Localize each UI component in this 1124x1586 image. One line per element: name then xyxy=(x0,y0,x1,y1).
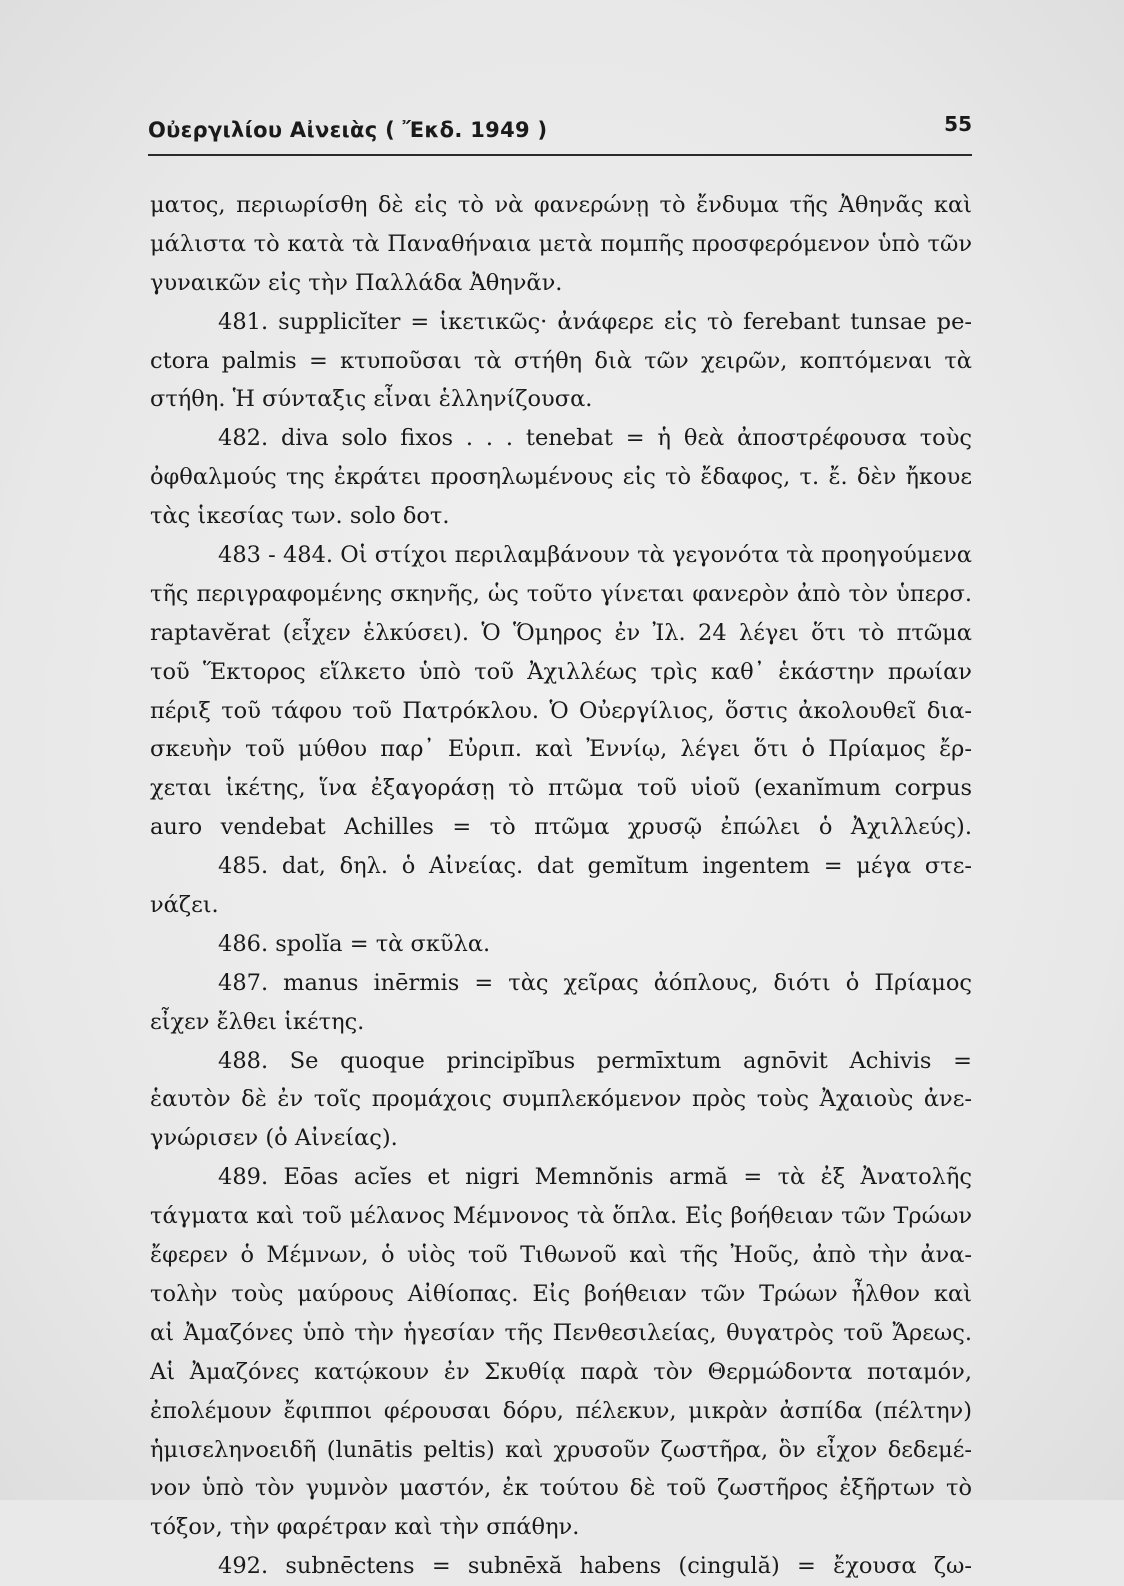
text-line: ἑαυτὸν δὲ ἐν τοῖς προμάχοις συμπλεκόμενον πρὸς τοὺς Ἀχαιοὺς ἀνε- xyxy=(150,1086,972,1113)
text-line: ctora palmis = κτυποῦσαι τὰ στήθη διὰ τῶν χειρῶν, κοπτόμεναι τὰ xyxy=(150,347,972,374)
text-line: γυναικῶν εἰς τὴν Παλλάδα Ἀθηνᾶν. xyxy=(150,269,563,296)
text-line: εἶχεν ἔλθει ἱκέτης. xyxy=(150,1008,365,1035)
text-line: auro vendebat Achilles = τὸ πτῶμα χρυσῷ ἐπώλει ὁ Ἀχιλλεύς). xyxy=(150,814,972,841)
note-482: 482. diva solo fixos . . . tenebat = ἡ θεὰ ἀποστρέφουσα τοὺς xyxy=(218,425,972,452)
text-line: νον ὑπὸ τὸν γυμνὸν μαστόν, ἐκ τούτου δὲ τοῦ ζωστῆρος ἐξῆρτων τὸ xyxy=(150,1475,972,1502)
text-line: Αἱ Ἀμαζόνες κατῴκουν ἐν Σκυθίᾳ παρὰ τὸν Θερμώδοντα ποταμόν, xyxy=(150,1358,972,1385)
page-header xyxy=(148,112,972,156)
note-488: 488. Se quoque principĭbus permīxtum agnōvit Achivis = xyxy=(218,1047,972,1074)
note-489: 489. Eōas acĭes et nigri Memnŏnis armă = τὰ ἐξ Ἀνατολῆς xyxy=(218,1164,972,1191)
text-line: τολὴν τοὺς μαύρους Αἰθίοπας. Εἰς βοήθειαν τῶν Τρώων ἦλθον καὶ xyxy=(150,1280,972,1307)
text-line: ἔφερεν ὁ Μέμνων, ὁ υἱὸς τοῦ Τιθωνοῦ καὶ τῆς Ἠοῦς, ἀπὸ τὴν ἀνα- xyxy=(150,1242,972,1269)
note-481: 481. supplicĭter = ἱκετικῶς· ἀνάφερε εἰς τὸ ferebant tunsae pe- xyxy=(218,308,972,335)
text-line: χεται ἱκέτης, ἵνα ἐξαγοράσῃ τὸ πτῶμα τοῦ υἱοῦ (exanĭmum corpus xyxy=(150,775,972,802)
note-483-484: 483 - 484. Οἱ στίχοι περιλαμβάνουν τὰ γεγονότα τὰ προηγούμενα xyxy=(218,542,972,569)
page-number: 55 xyxy=(944,112,972,136)
text-line: τάγματα καὶ τοῦ μέλανος Μέμνονος τὰ ὅπλα. Εἰς βοήθειαν τῶν Τρώων xyxy=(150,1203,972,1230)
note-487: 487. manus inērmis = τὰς χεῖρας ἀόπλους, διότι ὁ Πρίαμος xyxy=(218,969,972,996)
text-line: ματος, περιωρίσθη δὲ εἰς τὸ νὰ φανερώνῃ τὸ ἔνδυμα τῆς Ἀθηνᾶς καὶ xyxy=(150,192,972,218)
text-line: τῆς περιγραφομένης σκηνῆς, ὡς τοῦτο γίνεται φανερὸν ἀπὸ τὸν ὑπερσ. xyxy=(150,580,972,607)
text-line: ἡμισεληνοειδῆ (lunātis peltis) καὶ χρυσοῦν ζωστῆρα, ὃν εἶχον δεδεμέ- xyxy=(150,1436,972,1463)
commentary-text xyxy=(150,186,972,1586)
text-line: πέριξ τοῦ τάφου τοῦ Πατρόκλου. Ὁ Οὐεργίλιος, ὅστις ἀκολουθεῖ δια- xyxy=(150,697,972,724)
text-line: τὰς ἱκεσίας των. solo δοτ. xyxy=(150,503,450,530)
text-line: αἱ Ἀμαζόνες ὑπὸ τὴν ἡγεσίαν τῆς Πενθεσιλείας, θυγατρὸς τοῦ Ἄρεως. xyxy=(150,1319,972,1346)
note-492: 492. subnēctens = subnēxă habens (cingulă) = ἔχουσα ζω- xyxy=(218,1553,972,1580)
text-line: μάλιστα τὸ κατὰ τὰ Παναθήναια μετὰ πομπῆς προσφερόμενον ὑπὸ τῶν xyxy=(150,230,972,257)
text-line: στήθη. Ἡ σύνταξις εἶναι ἑλληνίζουσα. xyxy=(150,386,593,413)
text-line: raptavĕrat (εἶχεν ἑλκύσει). Ὁ Ὅμηρος ἐν Ἰλ. 24 λέγει ὅτι τὸ πτῶμα xyxy=(150,619,972,646)
note-486: 486. spolĭa = τὰ σκῦλα. xyxy=(218,930,491,957)
note-485: 485. dat, δηλ. ὁ Αἰνείας. dat gemĭtum ingentem = μέγα στε- xyxy=(218,853,972,880)
text-line: τοῦ Ἕκτορος εἵλκετο ὑπὸ τοῦ Ἀχιλλέως τρὶς καθ᾽ ἑκάστην πρωίαν xyxy=(150,658,972,685)
running-title: Οὐεργιλίου Αἰνειὰς ( Ἔκδ. 1949 ) xyxy=(148,118,548,142)
text-line: γνώρισεν (ὁ Αἰνείας). xyxy=(150,1125,398,1152)
text-line: ἐπολέμουν ἔφιπποι φέρουσαι δόρυ, πέλεκυν, μικρὰν ἀσπίδα (πέλτην) xyxy=(150,1397,972,1424)
text-line: ὀφθαλμούς της ἐκράτει προσηλωμένους εἰς τὸ ἔδαφος, τ. ἔ. δὲν ἤκουε xyxy=(150,464,972,491)
text-line: τόξον, τὴν φαρέτραν καὶ τὴν σπάθην. xyxy=(150,1514,580,1541)
text-line: νάζει. xyxy=(150,892,219,919)
text-line: σκευὴν τοῦ μύθου παρ᾽ Εὐριπ. καὶ Ἐννίῳ, λέγει ὅτι ὁ Πρίαμος ἔρ- xyxy=(150,736,972,763)
